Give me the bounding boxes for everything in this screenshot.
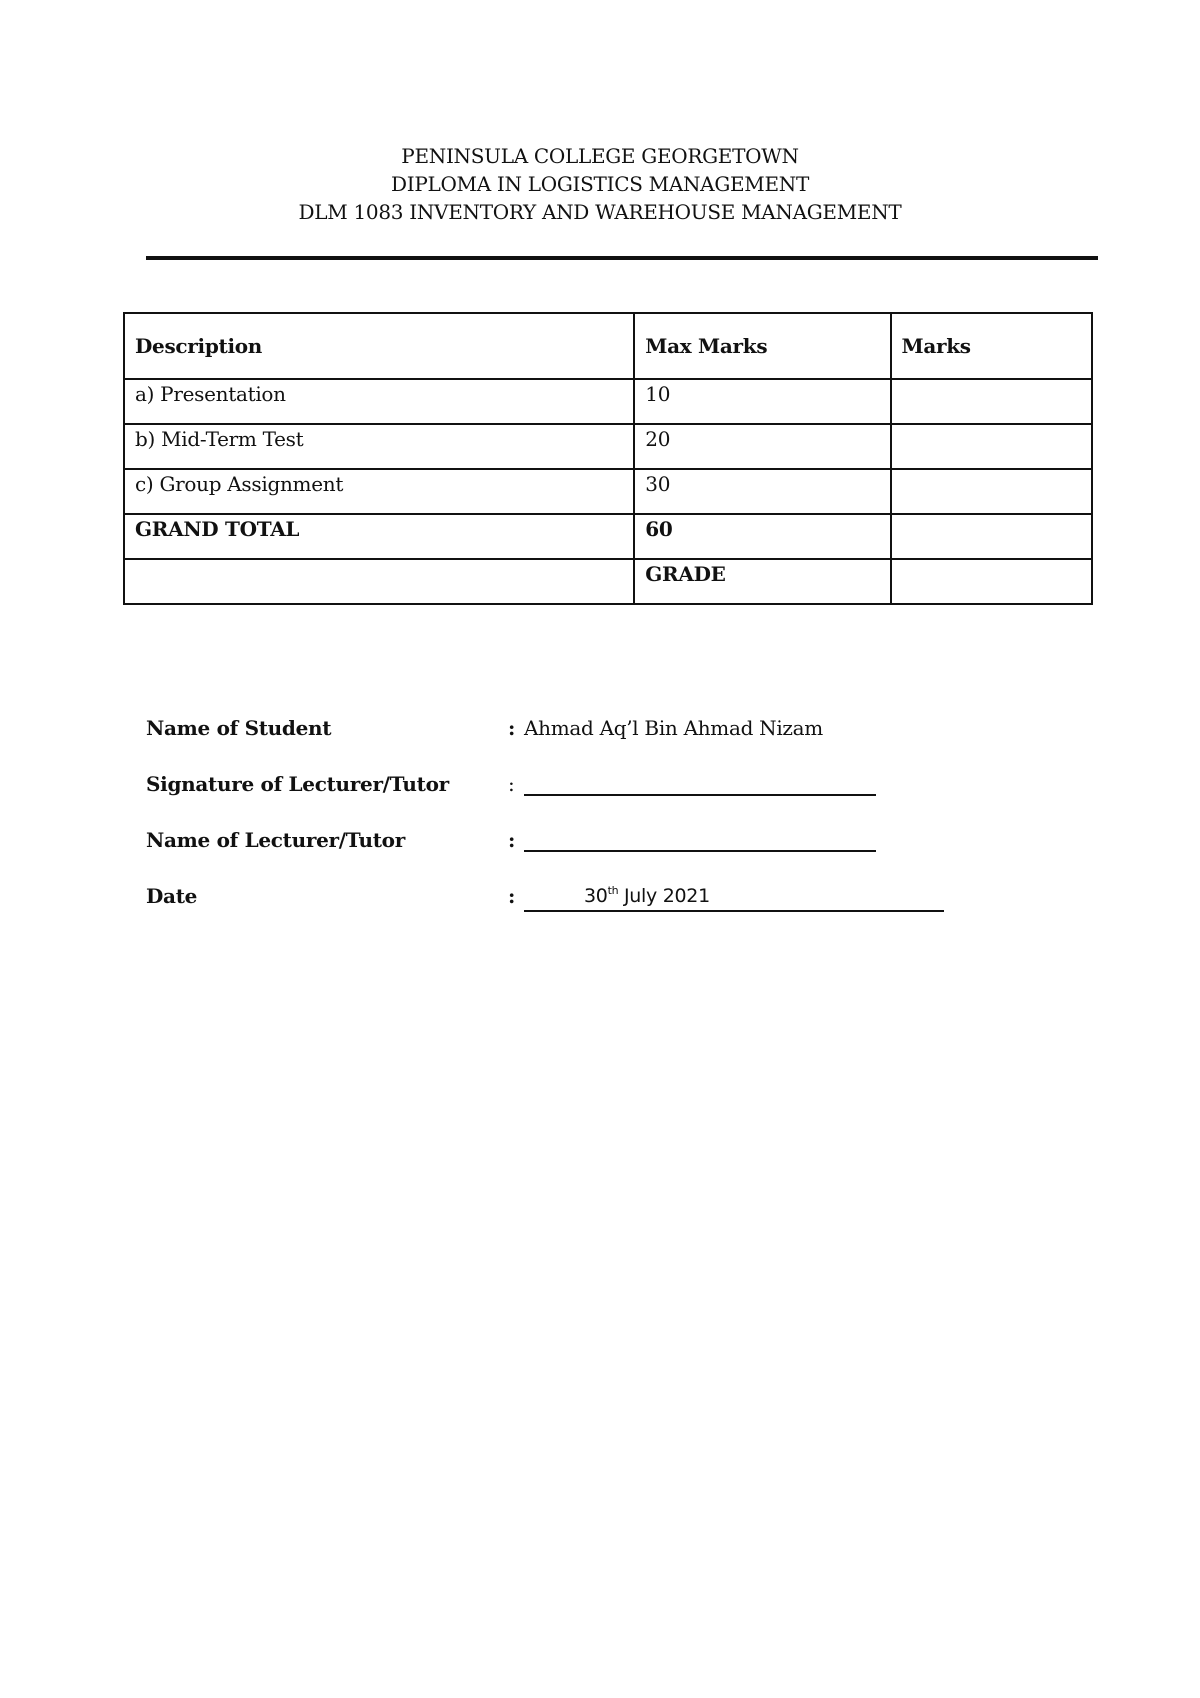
college-name: PENINSULA COLLEGE GEORGETOWN bbox=[401, 144, 799, 168]
header-description: Description bbox=[124, 313, 634, 379]
grand-total-label: GRAND TOTAL bbox=[124, 514, 634, 559]
grand-total-row bbox=[124, 514, 1092, 559]
student-name-value: Ahmad Aq’l Bin Ahmad Nizam bbox=[524, 716, 823, 740]
row-marks bbox=[891, 469, 1092, 514]
course-name: DLM 1083 INVENTORY AND WAREHOUSE MANAGEMENT bbox=[298, 200, 902, 224]
marks-table bbox=[123, 312, 1093, 605]
row-description: c) Group Assignment bbox=[124, 469, 634, 514]
row-description: b) Mid-Term Test bbox=[124, 424, 634, 469]
header-max-marks: Max Marks bbox=[634, 313, 890, 379]
row-marks bbox=[891, 379, 1092, 424]
program-name: DIPLOMA IN LOGISTICS MANAGEMENT bbox=[390, 172, 810, 196]
colon: : bbox=[508, 716, 516, 740]
row-description: a) Presentation bbox=[124, 379, 634, 424]
date-blank-line bbox=[524, 884, 944, 912]
row-max-marks: 20 bbox=[634, 424, 890, 469]
signature-blank-line bbox=[524, 794, 876, 796]
colon: : bbox=[508, 828, 516, 852]
colon: : bbox=[508, 884, 516, 908]
date-value bbox=[584, 884, 710, 907]
table-row bbox=[124, 379, 1092, 424]
grade-value bbox=[891, 559, 1092, 604]
signature-label: Signature of Lecturer/Tutor bbox=[146, 772, 449, 796]
student-name-label: Name of Student bbox=[146, 716, 332, 740]
grand-total-max: 60 bbox=[634, 514, 890, 559]
grade-row bbox=[124, 559, 1092, 604]
row-max-marks: 30 bbox=[634, 469, 890, 514]
header-marks: Marks bbox=[891, 313, 1092, 379]
table-row bbox=[124, 424, 1092, 469]
header-divider bbox=[146, 256, 1098, 260]
document-header bbox=[0, 142, 1200, 226]
colon: : bbox=[508, 772, 515, 796]
date-suffix: th bbox=[607, 884, 619, 897]
grand-total-marks bbox=[891, 514, 1092, 559]
grade-label: GRADE bbox=[634, 559, 890, 604]
row-marks bbox=[891, 424, 1092, 469]
row-max-marks: 10 bbox=[634, 379, 890, 424]
lecturer-name-blank-line bbox=[524, 850, 876, 852]
grade-empty-cell bbox=[124, 559, 634, 604]
date-day: 30 bbox=[584, 885, 608, 907]
date-label: Date bbox=[146, 884, 198, 908]
table-row bbox=[124, 469, 1092, 514]
date-month-year: July 2021 bbox=[618, 885, 710, 907]
lecturer-name-label: Name of Lecturer/Tutor bbox=[146, 828, 405, 852]
table-header-row bbox=[124, 313, 1092, 379]
